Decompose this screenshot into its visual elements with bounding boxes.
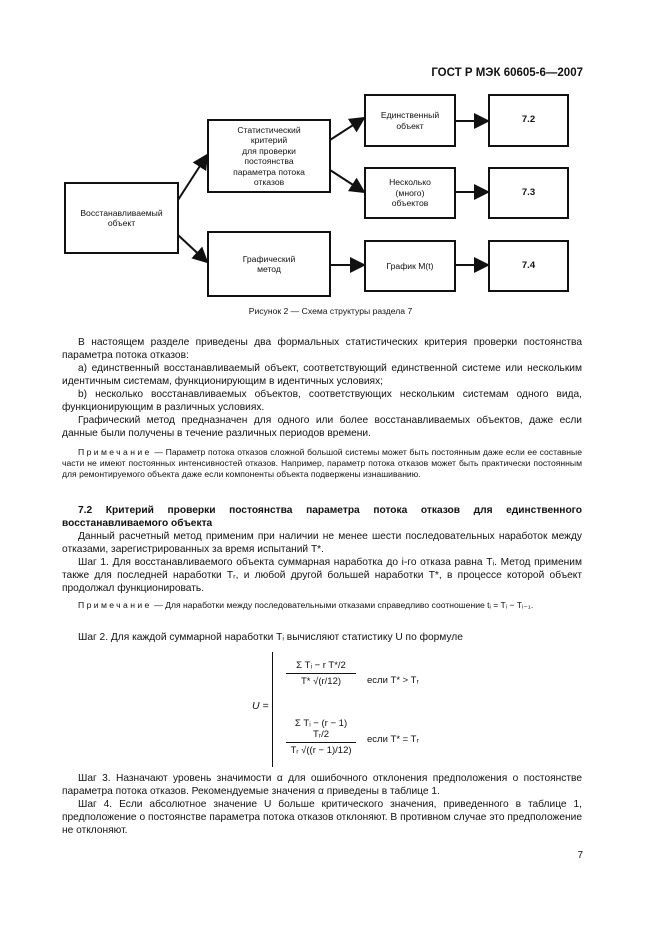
arrow-stat-several bbox=[330, 170, 364, 192]
step-3: Шаг 3. Назначают уровень значимости α для ошибочного отклонения предположения о постоянстве параметра потока отказов. Рекомендуемые значения α приведены в таблице 1. bbox=[62, 773, 582, 797]
note2-label: Примечание bbox=[78, 600, 152, 610]
step-2: Шаг 2. Для каждой суммарной наработки Tᵢ вычисляют статистику U по формуле bbox=[78, 632, 463, 643]
section-paragraph: Данный расчетный метод применим при наличии не менее шести последовательных наработок между отказами, зарегистрированных за время испытаний T*. bbox=[62, 531, 582, 555]
note-block-2 bbox=[62, 600, 582, 611]
formula-brace bbox=[272, 652, 280, 767]
denominator-2: Tᵣ √((r − 1)/12) bbox=[290, 745, 352, 756]
structure-diagram bbox=[0, 0, 661, 320]
step-2-block bbox=[62, 631, 582, 644]
steps-3-4 bbox=[62, 772, 582, 837]
formula-fraction-2 bbox=[286, 718, 356, 756]
arrow-object-stat bbox=[178, 155, 207, 200]
box-restorable-object: Восстанавливаемый объект bbox=[64, 182, 179, 254]
list-item-a: а) единственный восстанавливаемый объект, соответствующий единственной системе или нескольким идентичным системам, функционирующим в идентичных условиях; bbox=[62, 363, 582, 387]
section-title: 7.2 Критерий проверки постоянства параметра потока отказов для единственного восстанавливаемого объекта bbox=[62, 505, 582, 529]
box-statistical-criterion: Статистический критерий для проверки постоянства параметра потока отказов bbox=[207, 119, 331, 193]
formula-fraction-1 bbox=[286, 660, 356, 687]
numerator-2: Σ Tᵢ − (r − 1) Tᵣ/2 bbox=[294, 718, 348, 740]
note-label: Примечание bbox=[78, 447, 152, 457]
formula-u: U = bbox=[252, 700, 269, 712]
graphical-method-paragraph: Графический метод предназначен для одного или более восстанавливаемых объектов, даже если данные были получены в течение различных периодов времени. bbox=[62, 415, 582, 439]
list-item-b: b) несколько восстанавливаемых объектов, соответствующих нескольким системам одного вида, функционирующим в различных условиях. bbox=[62, 389, 582, 413]
denominator-1: T* √(r/12) bbox=[300, 676, 342, 687]
u-statistic-formula bbox=[252, 652, 582, 767]
document-header: ГОСТ Р МЭК 60605-6—2007 bbox=[431, 67, 583, 79]
note-block-1 bbox=[62, 447, 582, 480]
box-several-objects: Несколько (много) объектов bbox=[364, 167, 456, 219]
note2-text: — Для наработки между последовательными отказами справедливо соотношение tᵢ = Tᵢ − Tᵢ₋₁. bbox=[151, 600, 534, 610]
figure-caption: Рисунок 2 — Схема структуры раздела 7 bbox=[248, 306, 413, 316]
box-ref-7-4: 7.4 bbox=[488, 240, 569, 292]
box-single-object: Единственный объект bbox=[364, 94, 456, 147]
note-text: — Параметр потока отказов сложной большой системы может быть постоянным даже если ее составные части не имеют постоянных интенсивностей отказов. Например, параметр потока отказов может быть практически постоянным для ремонтируемого объекта даже если компоненты объекта подвержены изнашиванию. bbox=[62, 447, 582, 479]
box-ref-7-3: 7.3 bbox=[488, 167, 569, 219]
page-number: 7 bbox=[577, 850, 583, 861]
box-mt-plot: График M(t) bbox=[364, 240, 456, 292]
section-7-2 bbox=[62, 504, 582, 595]
box-graphical-method: Графический метод bbox=[207, 231, 331, 297]
arrow-stat-single bbox=[330, 118, 364, 140]
condition-2: если T* = Tᵣ bbox=[367, 734, 419, 745]
step-4: Шаг 4. Если абсолютное значение U больше критического значения, приведенного в таблице 1, предположение о постоянстве параметра потока отказов отклоняют. В противном случае это предположение не отклоняют. bbox=[62, 799, 582, 836]
arrow-object-graph bbox=[178, 235, 207, 262]
numerator-1: Σ Tᵢ − r T*/2 bbox=[296, 660, 346, 671]
condition-1: если T* > Tᵣ bbox=[367, 675, 419, 686]
step-1: Шаг 1. Для восстанавливаемого объекта суммарная наработка до i-го отказа равна Tᵢ. Метод применим также для последней наработки Tᵣ, и любой другой большей наработки T*, в процессе которой объект продолжал функционировать. bbox=[62, 557, 582, 594]
intro-paragraph: В настоящем разделе приведены два формальных статистических критерия проверки постоянства параметра потока отказов: bbox=[62, 337, 582, 361]
box-ref-7-2: 7.2 bbox=[488, 94, 569, 147]
intro-block bbox=[62, 336, 582, 440]
